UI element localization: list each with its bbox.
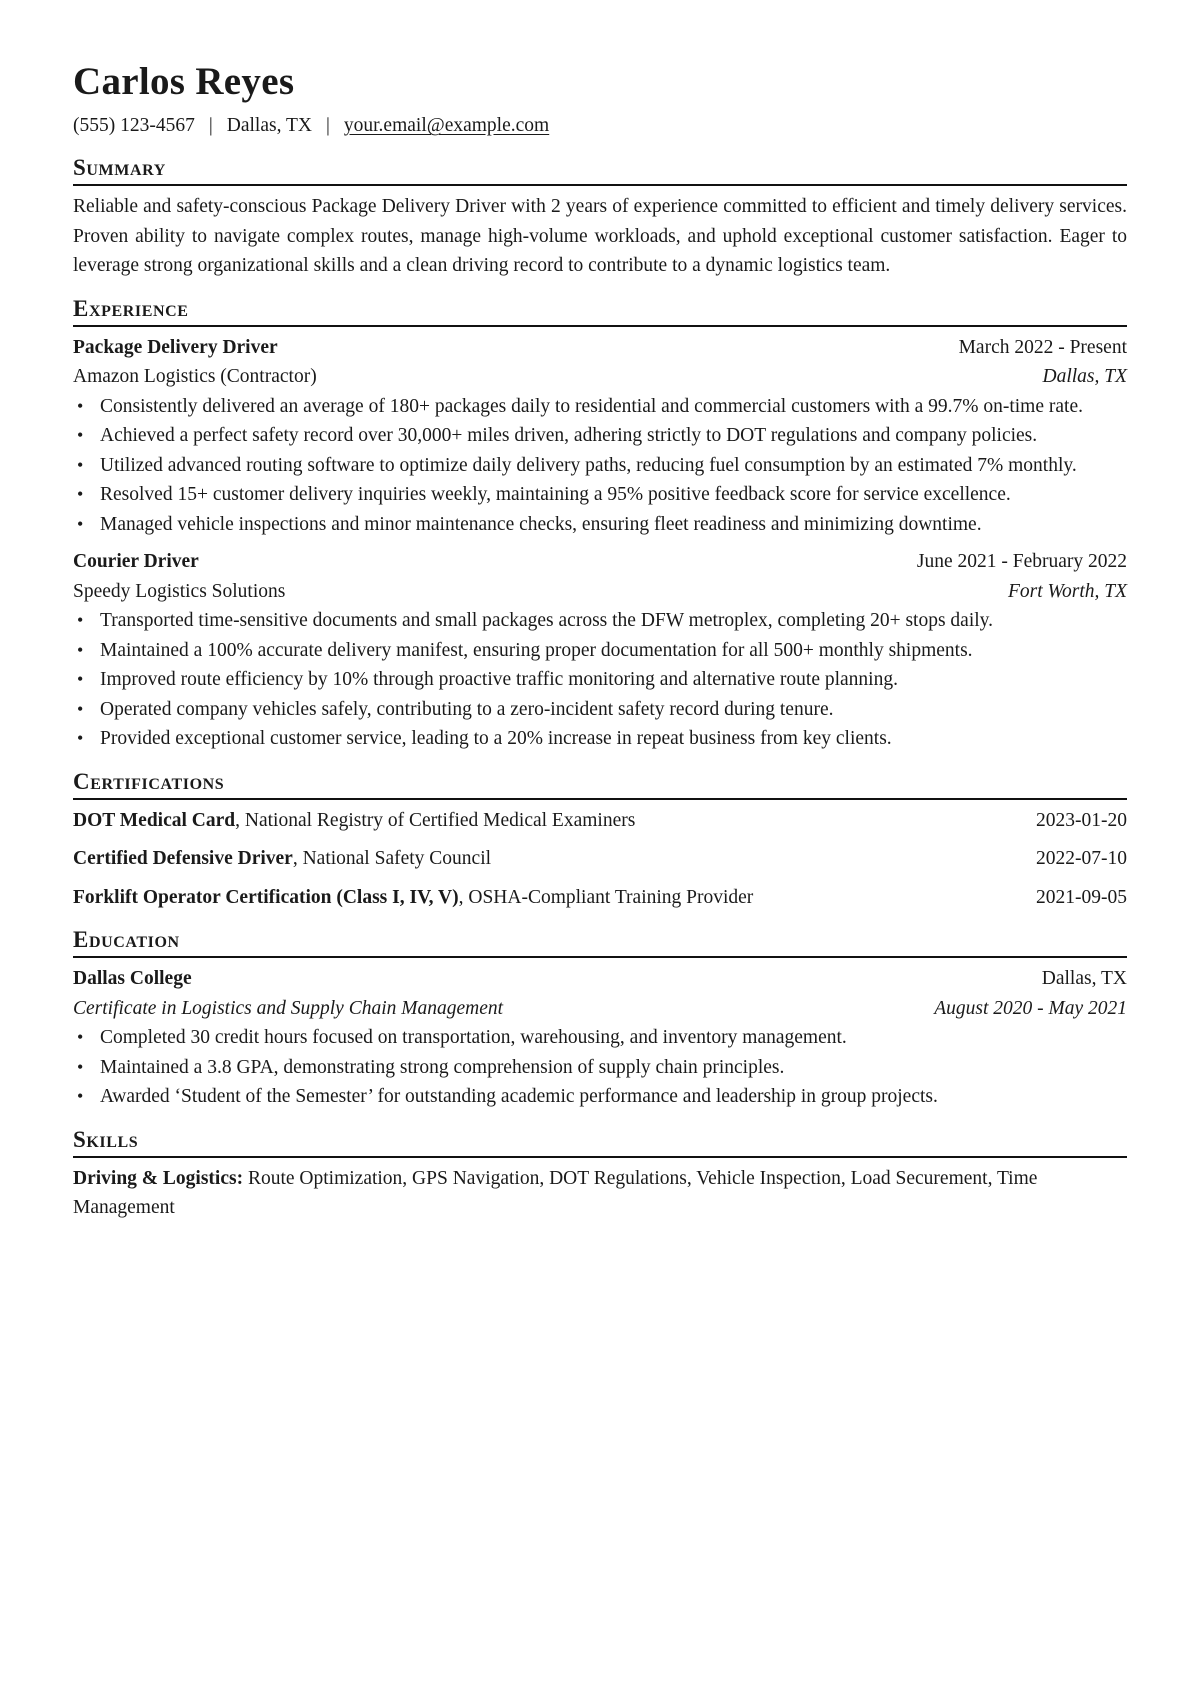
contact-separator: | (325, 115, 330, 136)
contact-line (73, 112, 1127, 140)
skills-category: Driving & Logistics: (73, 1167, 244, 1189)
bullet-item: • Provided exceptional customer service, leading to a 20% increase in repeat business from key clients. (100, 724, 1127, 754)
bullet-item: • Completed 30 credit hours focused on transportation, warehousing, and inventory management. (100, 1023, 1127, 1053)
section-title-certifications: Certifications (73, 768, 1127, 800)
bullet-item: • Operated company vehicles safely, contributing to a zero-incident safety record during tenure. (100, 695, 1127, 725)
certification-name: Certified Defensive Driver (73, 848, 293, 869)
certifications-section (73, 768, 1127, 913)
program-name: Certificate in Logistics and Supply Chain Management (73, 997, 504, 1019)
bullet-item: • Maintained a 3.8 GPA, demonstrating strong comprehension of supply chain principles. (100, 1053, 1127, 1083)
bullet-item: • Achieved a perfect safety record over 30,000+ miles driven, adhering strictly to DOT regulations and company policies. (100, 421, 1127, 451)
skills-list: Route Optimization, GPS Navigation, DOT Regulations, Vehicle Inspection, Load Securement, Time Management (73, 1167, 1038, 1218)
job-bullets (73, 606, 1127, 754)
section-title-skills: Skills (73, 1126, 1127, 1158)
certification-date: 2023-01-20 (1036, 809, 1127, 831)
job-role: Courier Driver (73, 551, 199, 572)
resume-header (73, 58, 1127, 140)
certification-issuer: , National Safety Council (292, 848, 492, 869)
job-location: Dallas, TX (1042, 366, 1127, 387)
summary-text: Reliable and safety-conscious Package Delivery Driver with 2 years of experience committed to efficient and timely delivery services. Proven ability to navigate complex routes, manage high-volume workloads, and uphold exceptional customer satisfaction. Eager to leverage strong organizational skills and a clean driving record to contribute to a dynamic logistics team. (73, 196, 1127, 276)
bullet-item: • Managed vehicle inspections and minor maintenance checks, ensuring fleet readiness and minimizing downtime. (100, 510, 1127, 540)
certification-date: 2022-07-10 (1036, 848, 1127, 869)
bullet-item: • Transported time-sensitive documents and small packages across the DFW metroplex, completing 20+ stops daily. (100, 606, 1127, 636)
certification-item (73, 844, 1127, 874)
section-title-summary: Summary (73, 154, 1127, 186)
bullet-item: • Consistently delivered an average of 180+ packages daily to residential and commercial customers with a 99.7% on-time rate. (100, 392, 1127, 422)
education-section (73, 926, 1127, 1112)
bullet-item: • Utilized advanced routing software to optimize daily delivery paths, reducing fuel consumption by an estimated 7% monthly. (100, 451, 1127, 481)
section-title-education: Education (73, 926, 1127, 958)
certification-date: 2021-09-05 (1036, 886, 1127, 908)
certification-name: Forklift Operator Certification (Class I, IV, V) (73, 886, 459, 908)
education-dates: August 2020 - May 2021 (934, 997, 1127, 1019)
skills-line (73, 1164, 1127, 1223)
bullet-item: • Awarded ‘Student of the Semester’ for outstanding academic performance and leadership in group projects. (100, 1082, 1127, 1112)
section-title-experience: Experience (73, 295, 1127, 327)
email-link[interactable]: your.email@example.com (343, 115, 550, 136)
certification-issuer: , National Registry of Certified Medical Examiners (235, 809, 636, 831)
bullet-item: • Maintained a 100% accurate delivery manifest, ensuring proper documentation for all 500+ monthly shipments. (100, 636, 1127, 666)
certification-item (73, 883, 1127, 913)
job-location: Fort Worth, TX (1007, 580, 1127, 602)
certification-item (73, 806, 1127, 836)
bullet-item: • Resolved 15+ customer delivery inquiries weekly, maintaining a 95% positive feedback score for service excellence. (100, 480, 1127, 510)
job-company: Speedy Logistics Solutions (73, 580, 286, 602)
phone-number: (555) 123-4567 (73, 115, 195, 136)
contact-separator: | (208, 115, 213, 136)
education-bullets (73, 1023, 1127, 1112)
job-bullets (73, 392, 1127, 540)
skills-section (73, 1126, 1127, 1223)
certification-issuer: , OSHA-Compliant Training Provider (458, 886, 754, 908)
bullet-item: • Improved route efficiency by 10% through proactive traffic monitoring and alternative route planning. (100, 665, 1127, 695)
experience-section (73, 295, 1127, 754)
job-dates: March 2022 - Present (958, 336, 1127, 358)
candidate-name: Carlos Reyes (73, 60, 295, 103)
job-role: Package Delivery Driver (73, 336, 278, 358)
job-company: Amazon Logistics (Contractor) (73, 366, 317, 387)
job-entry (73, 333, 1127, 540)
certification-name: DOT Medical Card (73, 809, 236, 831)
job-dates: June 2021 - February 2022 (916, 551, 1127, 572)
resume-page (73, 58, 1127, 1223)
contact-location: Dallas, TX (226, 115, 312, 136)
summary-section (73, 154, 1127, 281)
school-name: Dallas College (73, 968, 192, 989)
job-entry (73, 547, 1127, 754)
school-location: Dallas, TX (1041, 968, 1127, 989)
